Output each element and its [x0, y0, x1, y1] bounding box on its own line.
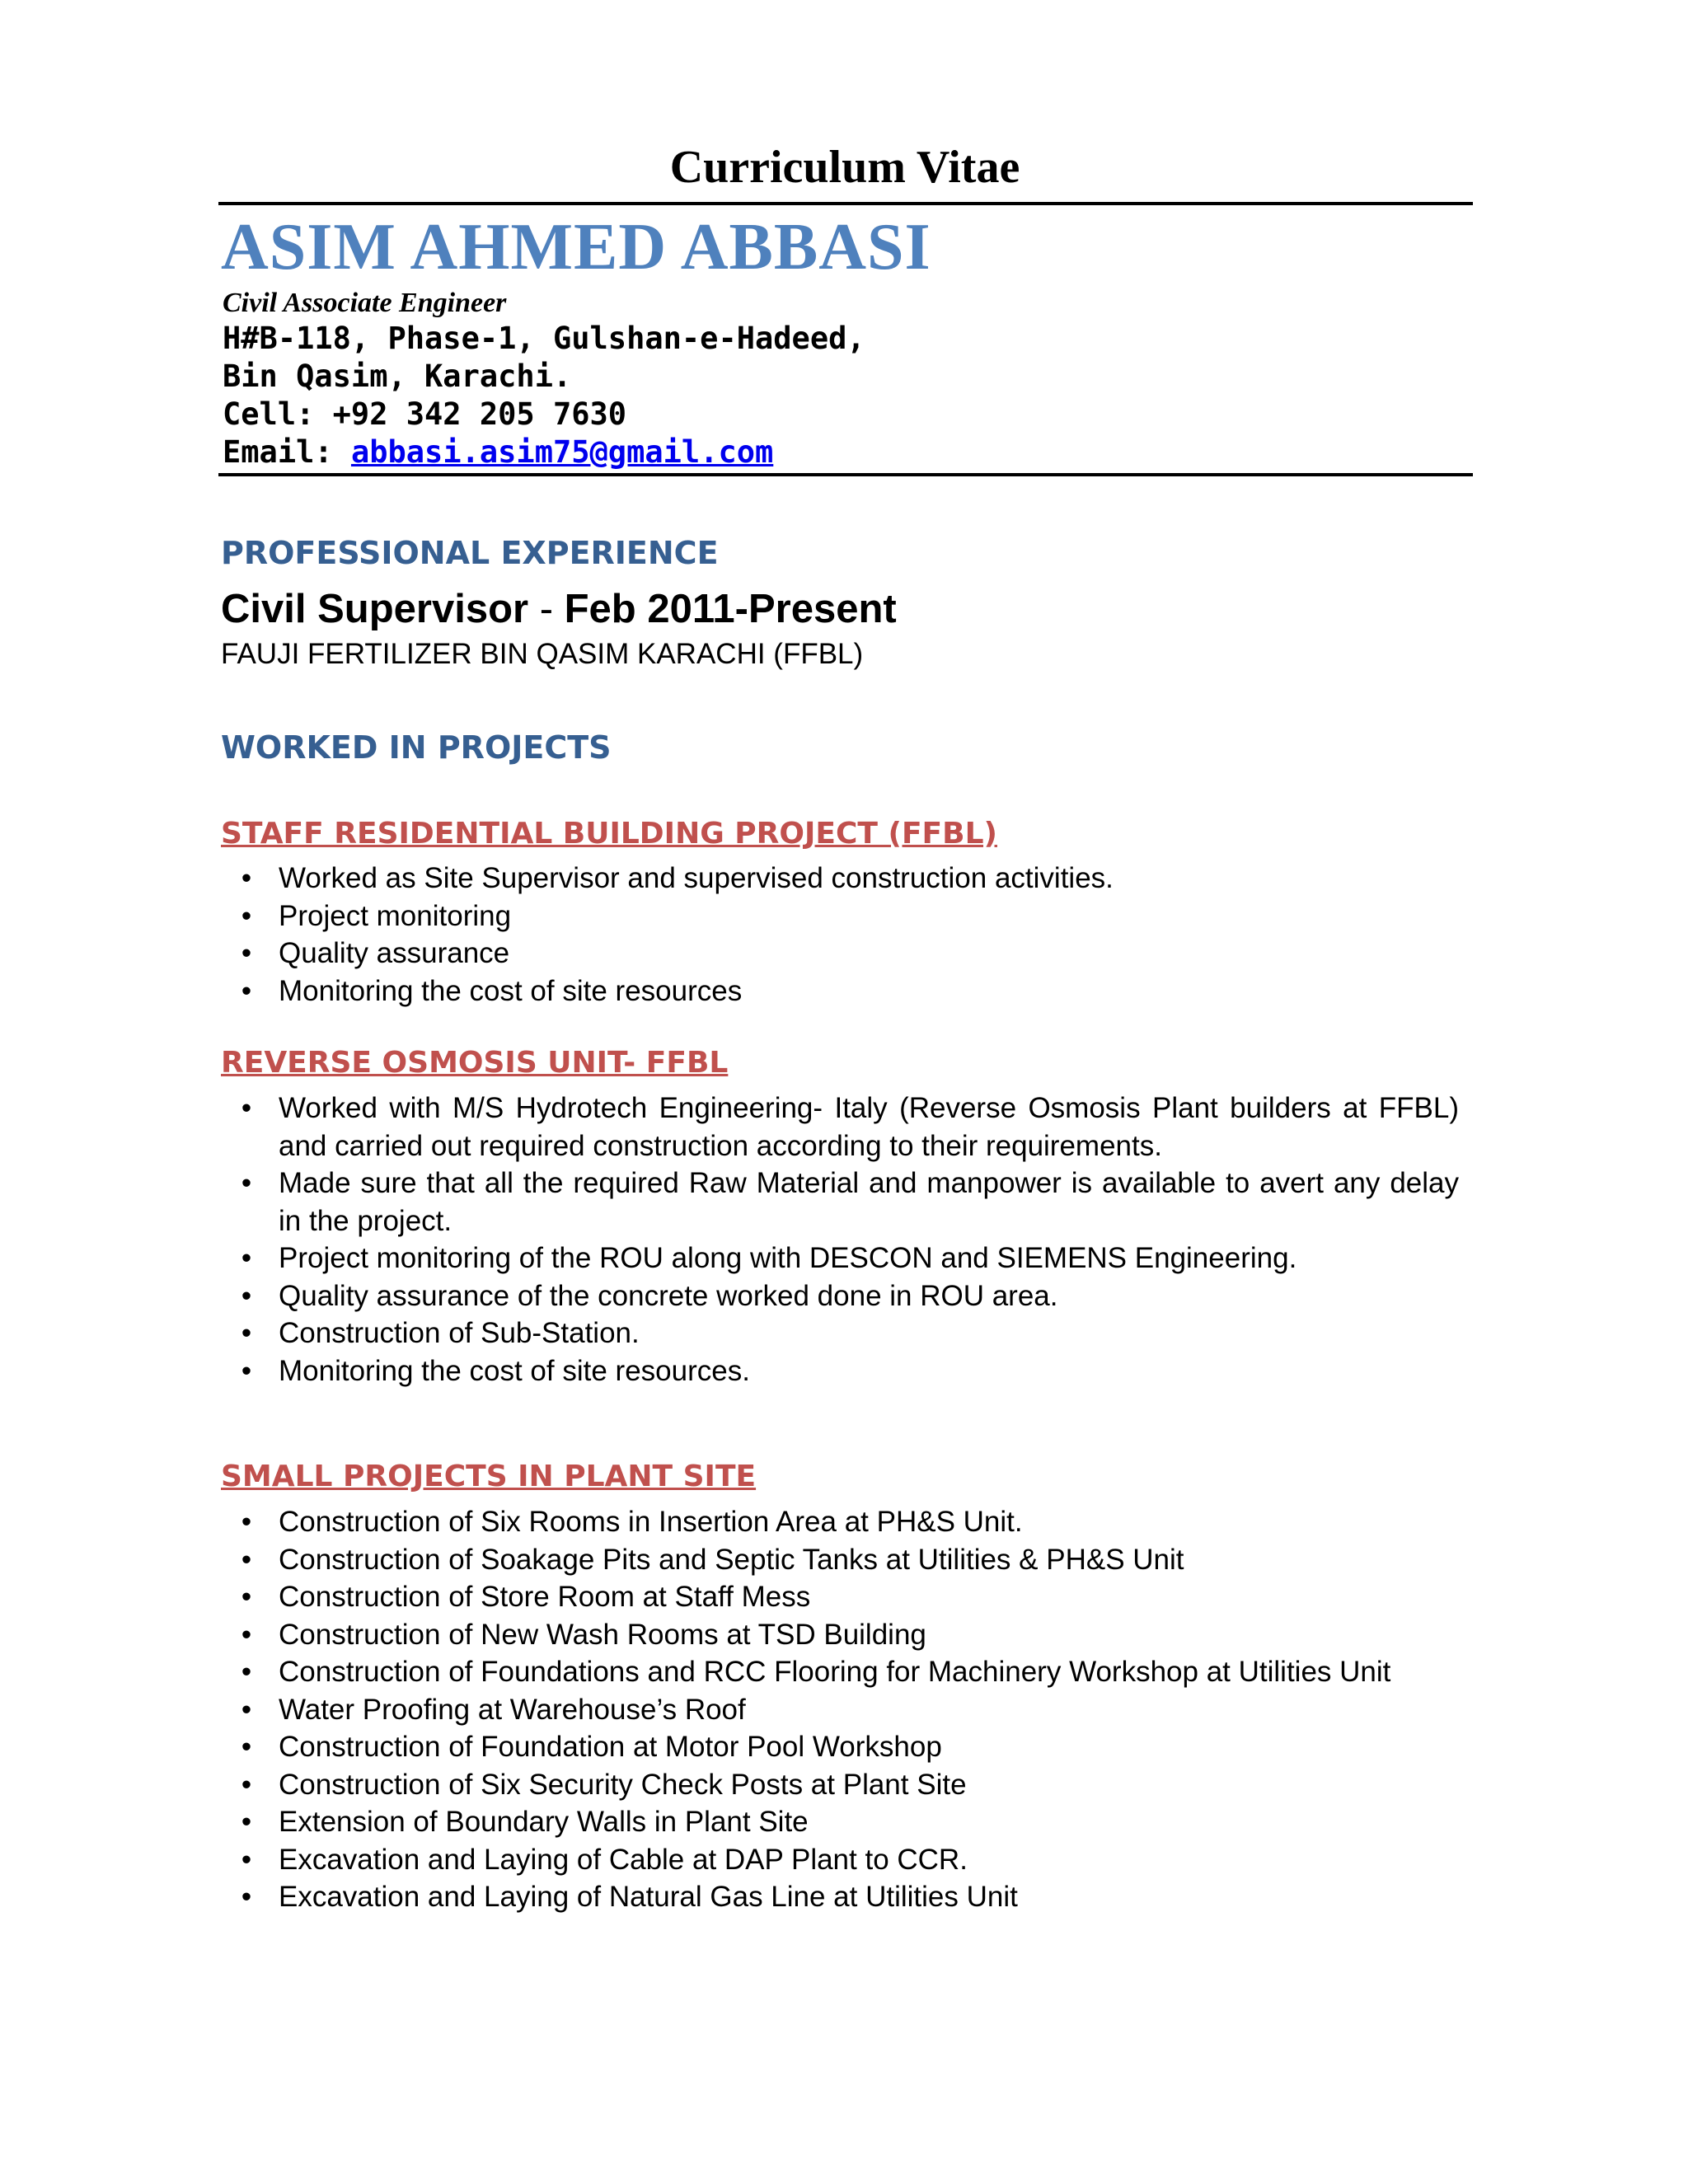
list-item: • Quality assurance [221, 935, 1459, 972]
bullet-icon: • [241, 1618, 252, 1651]
list-item: • Construction of Store Room at Staff Mess [221, 1578, 1459, 1616]
bullet-icon: • [241, 1279, 252, 1312]
candidate-name: ASIM AHMED ABBASI [221, 211, 931, 284]
bullet-icon: • [241, 1806, 252, 1838]
list-item: • Construction of Six Security Check Posts at Plant Site [221, 1766, 1459, 1804]
bullet-icon: • [241, 1768, 252, 1801]
list-item: • Worked as Site Supervisor and supervised construction activities. [221, 860, 1459, 898]
project-bullets-reverse-osmosis [221, 1090, 1459, 1390]
address-line-2: Bin Qasim, Karachi. [223, 359, 572, 394]
cell-number: Cell: +92 342 205 7630 [223, 396, 627, 432]
list-item: • Excavation and Laying of Cable at DAP Plant to CCR. [221, 1841, 1459, 1879]
bullet-icon: • [241, 1317, 252, 1349]
project-heading-reverse-osmosis: REVERSE OSMOSIS UNIT- FFBL [221, 1046, 729, 1080]
bullet-icon: • [241, 862, 252, 894]
section-heading-projects: WORKED IN PROJECTS [221, 729, 612, 766]
list-item: • Construction of New Wash Rooms at TSD Building [221, 1616, 1459, 1654]
job-separator: - [528, 587, 565, 631]
job-period: Feb 2011-Present [564, 587, 897, 631]
email-label: Email: [223, 434, 351, 470]
header-top-rule [218, 202, 1473, 205]
list-item: • Construction of Sub-Station. [221, 1315, 1459, 1352]
list-item: • Water Proofing at Warehouse’s Roof [221, 1691, 1459, 1729]
email-link[interactable]: abbasi.asim75@gmail.com [350, 434, 774, 470]
project-bullets-small-projects [221, 1503, 1459, 1916]
list-item: • Construction of Foundation at Motor Pool Workshop [221, 1728, 1459, 1766]
bullet-icon: • [241, 1693, 252, 1726]
bullet-icon: • [241, 937, 252, 969]
list-item: • Project monitoring of the ROU along with DESCON and SIEMENS Engineering. [221, 1240, 1459, 1277]
address-line-1: H#B-118, Phase-1, Gulshan-e-Hadeed, [223, 321, 865, 356]
bullet-icon: • [241, 1881, 252, 1913]
list-item: • Construction of Six Rooms in Insertion Area at PH&S Unit. [221, 1503, 1459, 1541]
section-heading-experience: PROFESSIONAL EXPERIENCE [221, 535, 719, 571]
contact-block [223, 320, 865, 471]
job-title [221, 585, 897, 633]
document-title: Curriculum Vitae [669, 142, 1020, 193]
project-bullets-staff-residential [221, 860, 1459, 1010]
bullet-icon: • [241, 1543, 252, 1576]
bullet-icon: • [241, 1843, 252, 1876]
bullet-icon: • [241, 974, 252, 1007]
bullet-icon: • [241, 899, 252, 932]
bullet-icon: • [241, 1506, 252, 1538]
list-item: • Worked with M/S Hydrotech Engineering- Italy (Reverse Osmosis Plant builders at FFBL) and carried out required construction according to their requirements. [221, 1090, 1459, 1165]
bullet-icon: • [241, 1167, 252, 1199]
job-position: Civil Supervisor [221, 587, 529, 631]
list-item: • Project monitoring [221, 898, 1459, 935]
company-name: FAUJI FERTILIZER BIN QASIM KARACHI (FFBL) [221, 638, 864, 670]
list-item: • Monitoring the cost of site resources. [221, 1352, 1459, 1390]
list-item: • Excavation and Laying of Natural Gas Line at Utilities Unit [221, 1878, 1459, 1916]
bullet-icon: • [241, 1731, 252, 1763]
bullet-icon: • [241, 1092, 252, 1124]
list-item: • Construction of Soakage Pits and Septic Tanks at Utilities & PH&S Unit [221, 1541, 1459, 1579]
bullet-icon: • [241, 1656, 252, 1688]
list-item: • Monitoring the cost of site resources [221, 972, 1459, 1010]
candidate-role: Civil Associate Engineer [223, 288, 507, 318]
project-heading-staff-residential: STAFF RESIDENTIAL BUILDING PROJECT (FFBL) [221, 817, 997, 851]
bullet-icon: • [241, 1354, 252, 1387]
header-bottom-rule [218, 473, 1473, 476]
bullet-icon: • [241, 1581, 252, 1613]
bullet-icon: • [241, 1242, 252, 1274]
list-item: • Quality assurance of the concrete worked done in ROU area. [221, 1277, 1459, 1315]
project-heading-small-projects: SMALL PROJECTS IN PLANT SITE [221, 1460, 757, 1493]
email-line [223, 434, 865, 471]
list-item: • Construction of Foundations and RCC Flooring for Machinery Workshop at Utilities Unit [221, 1653, 1459, 1691]
list-item: • Made sure that all the required Raw Material and manpower is available to avert any delay in the project. [221, 1165, 1459, 1240]
list-item: • Extension of Boundary Walls in Plant Site [221, 1803, 1459, 1841]
